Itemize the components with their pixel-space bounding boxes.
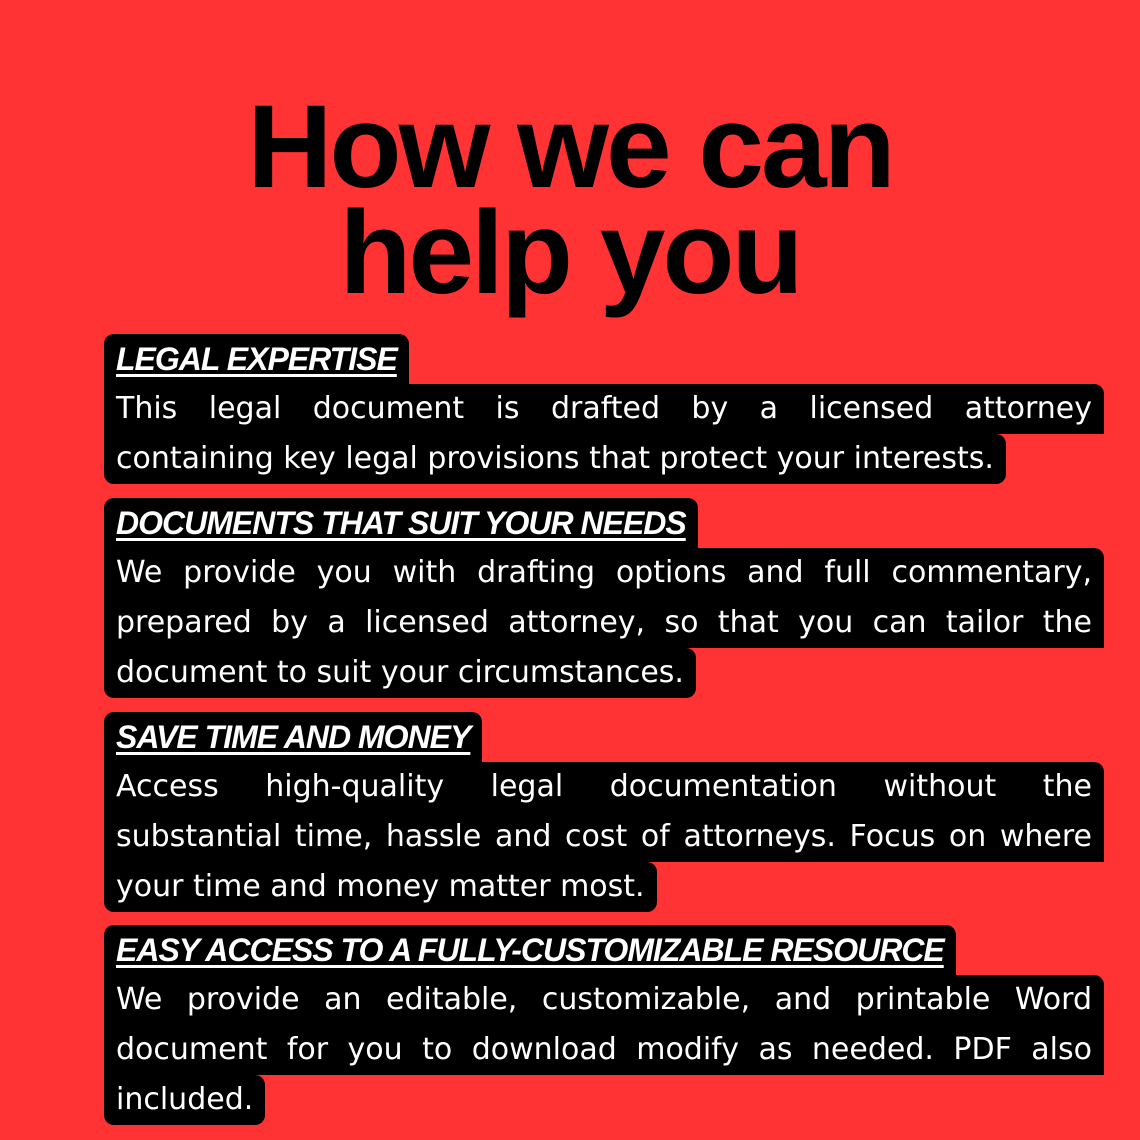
section-text-line: included. [104, 1075, 265, 1125]
section-text-line: We provide you with drafting options and full commentary, [104, 548, 1104, 598]
section-text-line: Access high-quality legal documentation without the [104, 762, 1104, 812]
section-text-line: document for you to download modify as needed. PDF also [104, 1025, 1104, 1075]
section-text-line: substantial time, hassle and cost of attorneys. Focus on where [104, 812, 1104, 862]
section-text-line: your time and money matter most. [104, 862, 657, 912]
section-documents-needs [104, 498, 1104, 698]
title-line-1: How we can [247, 81, 893, 213]
section-legal-expertise [104, 334, 1104, 484]
section-heading: LEGAL EXPERTISE [104, 334, 409, 384]
section-heading: EASY ACCESS TO A FULLY-CUSTOMIZABLE RESOURCE [104, 925, 956, 975]
section-text-line: This legal document is drafted by a licensed attorney [104, 384, 1104, 434]
section-text-line: document to suit your circumstances. [104, 648, 696, 698]
section-heading: DOCUMENTS THAT SUIT YOUR NEEDS [104, 498, 698, 548]
section-easy-access [104, 925, 1104, 1125]
section-heading: SAVE TIME AND MONEY [104, 712, 482, 762]
section-text-line: prepared by a licensed attorney, so that you can tailor the [104, 598, 1104, 648]
section-text-line: We provide an editable, customizable, and printable Word [104, 975, 1104, 1025]
title-line-2: help you [339, 187, 801, 319]
section-save-time-money [104, 712, 1104, 912]
page-title [0, 81, 1140, 319]
section-text-line: containing key legal provisions that protect your interests. [104, 434, 1006, 484]
